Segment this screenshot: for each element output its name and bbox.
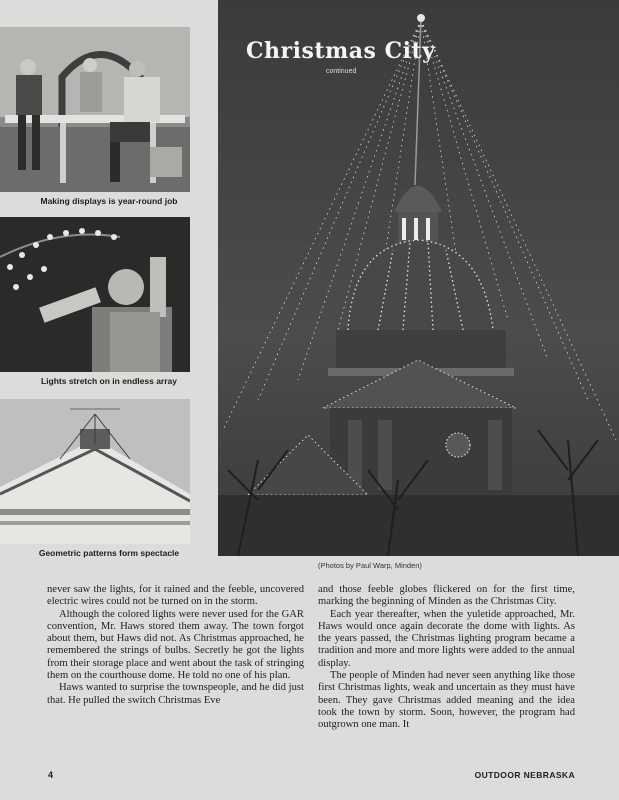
left-paragraph-3: Haws wanted to surprise the townspeople, and he did just that. He pulled the switch Christmas Eve: [47, 682, 304, 706]
right-paragraph-1: and those feeble globes flickered on for the first time, marking the beginning of Minden as the Christmas City.: [318, 584, 575, 608]
left-paragraph-2: Although the colored lights were never used for the GAR convention, Mr. Haws stored them away. The town forgot about them, but Haws did not. As Christmas approached, he remembered the strings of bulbs. Secretly he got the lights from their storage place and went about the task of stringing them on the courthouse dome. He told no one of his plan.: [47, 608, 304, 682]
caption-lights-worker: Lights stretch on in endless array: [40, 376, 178, 386]
workshop-photo: [0, 27, 190, 192]
page-title: Christmas City: [246, 38, 436, 64]
courthouse-night-photo: [218, 0, 619, 556]
cornice-photo: [0, 399, 190, 544]
right-paragraph-2: Each year thereafter, when the yuletide approached, Mr. Haws would once again decorate the dome with lights. As the years passed, the Christmas lighting program became a tradition and more and more lights were added to the annual display.: [318, 608, 575, 669]
left-paragraph-1: never saw the lights, for it rained and the feeble, uncovered electric wires could not be turned on in the storm.: [47, 584, 304, 608]
caption-workshop: Making displays is year-round job: [40, 196, 178, 206]
title-continued-note: continued: [326, 68, 357, 75]
right-paragraph-3: The people of Minden had never seen anything like those first Christmas lights, weak and uncertain as they must have been. They gave Christmas added meaning and the idea took the town by storm. Soon, however, the program had outgrown one man. It: [318, 670, 575, 731]
magazine-name: OUTDOOR NEBRASKA: [474, 770, 575, 780]
left-text-column: [47, 584, 304, 707]
page-number: 4: [48, 770, 54, 780]
caption-cornice: Geometric patterns form spectacle: [38, 548, 180, 558]
lights-worker-photo: [0, 217, 190, 372]
photo-credit: (Photos by Paul Warp, Minden): [318, 561, 422, 570]
right-text-column: [318, 584, 575, 732]
